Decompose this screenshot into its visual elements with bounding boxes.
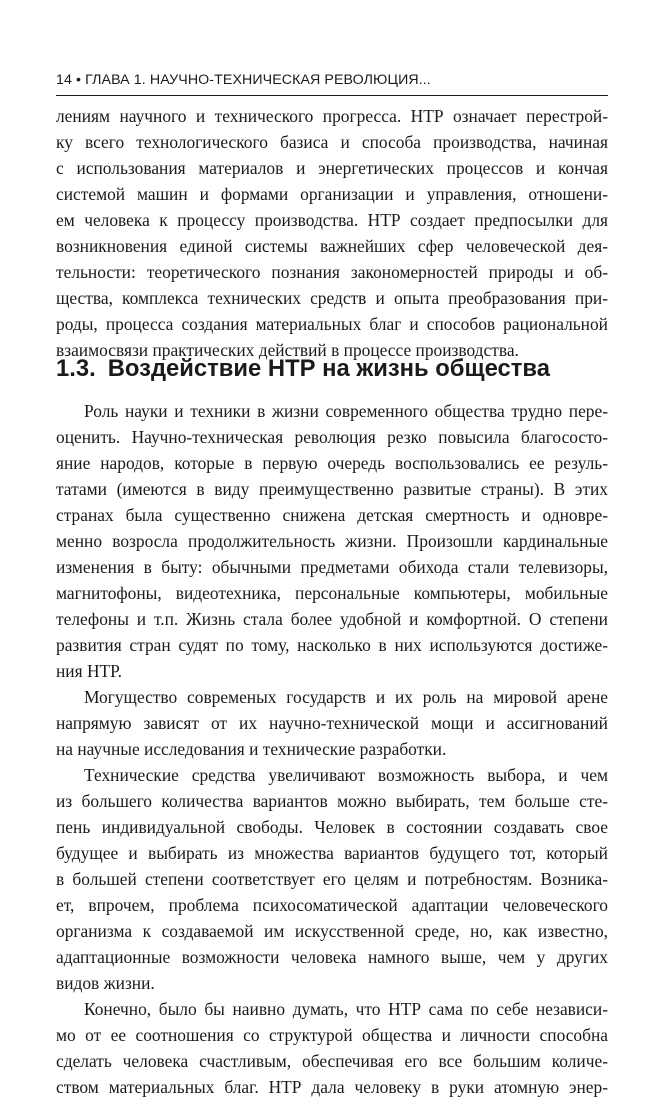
text-line: пень индивидуальной свободы. Человек в состоянии создавать свое: [56, 817, 608, 837]
text-line: ку всего технологического базиса и способа производства, начиная: [56, 132, 608, 152]
text-line: организма к создаваемой им искусственной среде, но, как известно,: [56, 921, 608, 941]
text-line: Технические средства увеличивают возможность выбора, и чем: [84, 765, 608, 785]
section-body: [56, 398, 608, 1100]
text-line: магнитофоны, видеотехника, персональные компьютеры, мобильные: [56, 583, 608, 603]
text-line: взаимосвязи практических действий в процессе производства.: [56, 340, 519, 360]
text-line: будущее и выбирать из множества вариантов будущего тот, который: [56, 843, 608, 863]
text-line: напрямую зависят от их научно-технической мощи и ассигнований: [56, 713, 608, 733]
paragraph: [56, 684, 608, 762]
section-heading: [56, 354, 608, 384]
text-line: из большего количества вариантов можно выбирать, тем больше сте-: [56, 791, 608, 811]
text-line: на научные исследования и технические разработки.: [56, 739, 447, 759]
text-line: тельности: теоретического познания закономерностей природы и об-: [56, 262, 608, 282]
text-line: изменения в быту: обычными предметами обихода стали телевизоры,: [56, 557, 608, 577]
text-line: татами (имеются в виду преимущественно развитые страны). В этих: [56, 479, 608, 499]
text-line: оценить. Научно-техническая революция резко повысила благососто-: [56, 427, 608, 447]
section-number: 1.3.: [56, 355, 96, 382]
text-line: видов жизни.: [56, 973, 155, 993]
text-line: адаптационные возможности человека намного выше, чем у других: [56, 947, 608, 967]
text-line: лениям научного и технического прогресса. НТР означает перестрой-: [56, 106, 608, 126]
text-line: щества, комплекса технических средств и опыта преобразования при-: [56, 288, 608, 308]
text-line: ет, впрочем, проблема психосоматической адаптации человеческого: [56, 895, 608, 915]
paragraph: [56, 762, 608, 996]
text-line: менно возросла продолжительность жизни. Произошли кардинальные: [56, 531, 608, 551]
text-line: телефоны и т.п. Жизнь стала более удобной и комфортной. О степени: [56, 609, 608, 629]
continued-paragraph: [56, 103, 608, 363]
text-line: возникновения единой системы важнейших сфер человеческой дея-: [56, 236, 608, 256]
running-head: 14 • ГЛАВА 1. НАУЧНО-ТЕХНИЧЕСКАЯ РЕВОЛЮЦИЯ...: [56, 72, 431, 88]
text-line: ем человека к процессу производства. НТР создает предпосылки для: [56, 210, 608, 230]
text-line: в большей степени соответствует его целям и потребностям. Возника-: [56, 869, 608, 889]
text-line: сделать человека счастливым, обеспечивая его все большим количе-: [56, 1051, 608, 1071]
text-line: Конечно, было бы наивно думать, что НТР сама по себе независи-: [84, 999, 608, 1019]
text-line: с использования материалов и энергетических процессов и кончая: [56, 158, 608, 178]
text-line: ством материальных благ. НТР дала человеку в руки атомную энер-: [56, 1077, 608, 1097]
text-line: странах была существенно снижена детская смертность и одновре-: [56, 505, 608, 525]
text-line: развития стран судят по тому, насколько в них используются достиже-: [56, 635, 608, 655]
book-page: [56, 0, 608, 1097]
text-line: яние народов, которые в первую очередь воспользовались ее резуль-: [56, 453, 608, 473]
text-line: мо от ее соотношения со структурой общества и личности способна: [56, 1025, 608, 1045]
section-title: Воздействие НТР на жизнь общества: [107, 355, 550, 382]
text-line: роды, процесса создания материальных благ и способов рациональной: [56, 314, 608, 334]
paragraph: [56, 996, 608, 1100]
text-line: Роль науки и техники в жизни современного общества трудно пере-: [84, 401, 608, 421]
text-line: системой машин и формами организации и управления, отношени-: [56, 184, 608, 204]
paragraph: [56, 398, 608, 684]
text-line: Могущество современых государств и их роль на мировой арене: [84, 687, 608, 707]
header-rule: [56, 95, 608, 96]
text-line: ния НТР.: [56, 661, 122, 681]
